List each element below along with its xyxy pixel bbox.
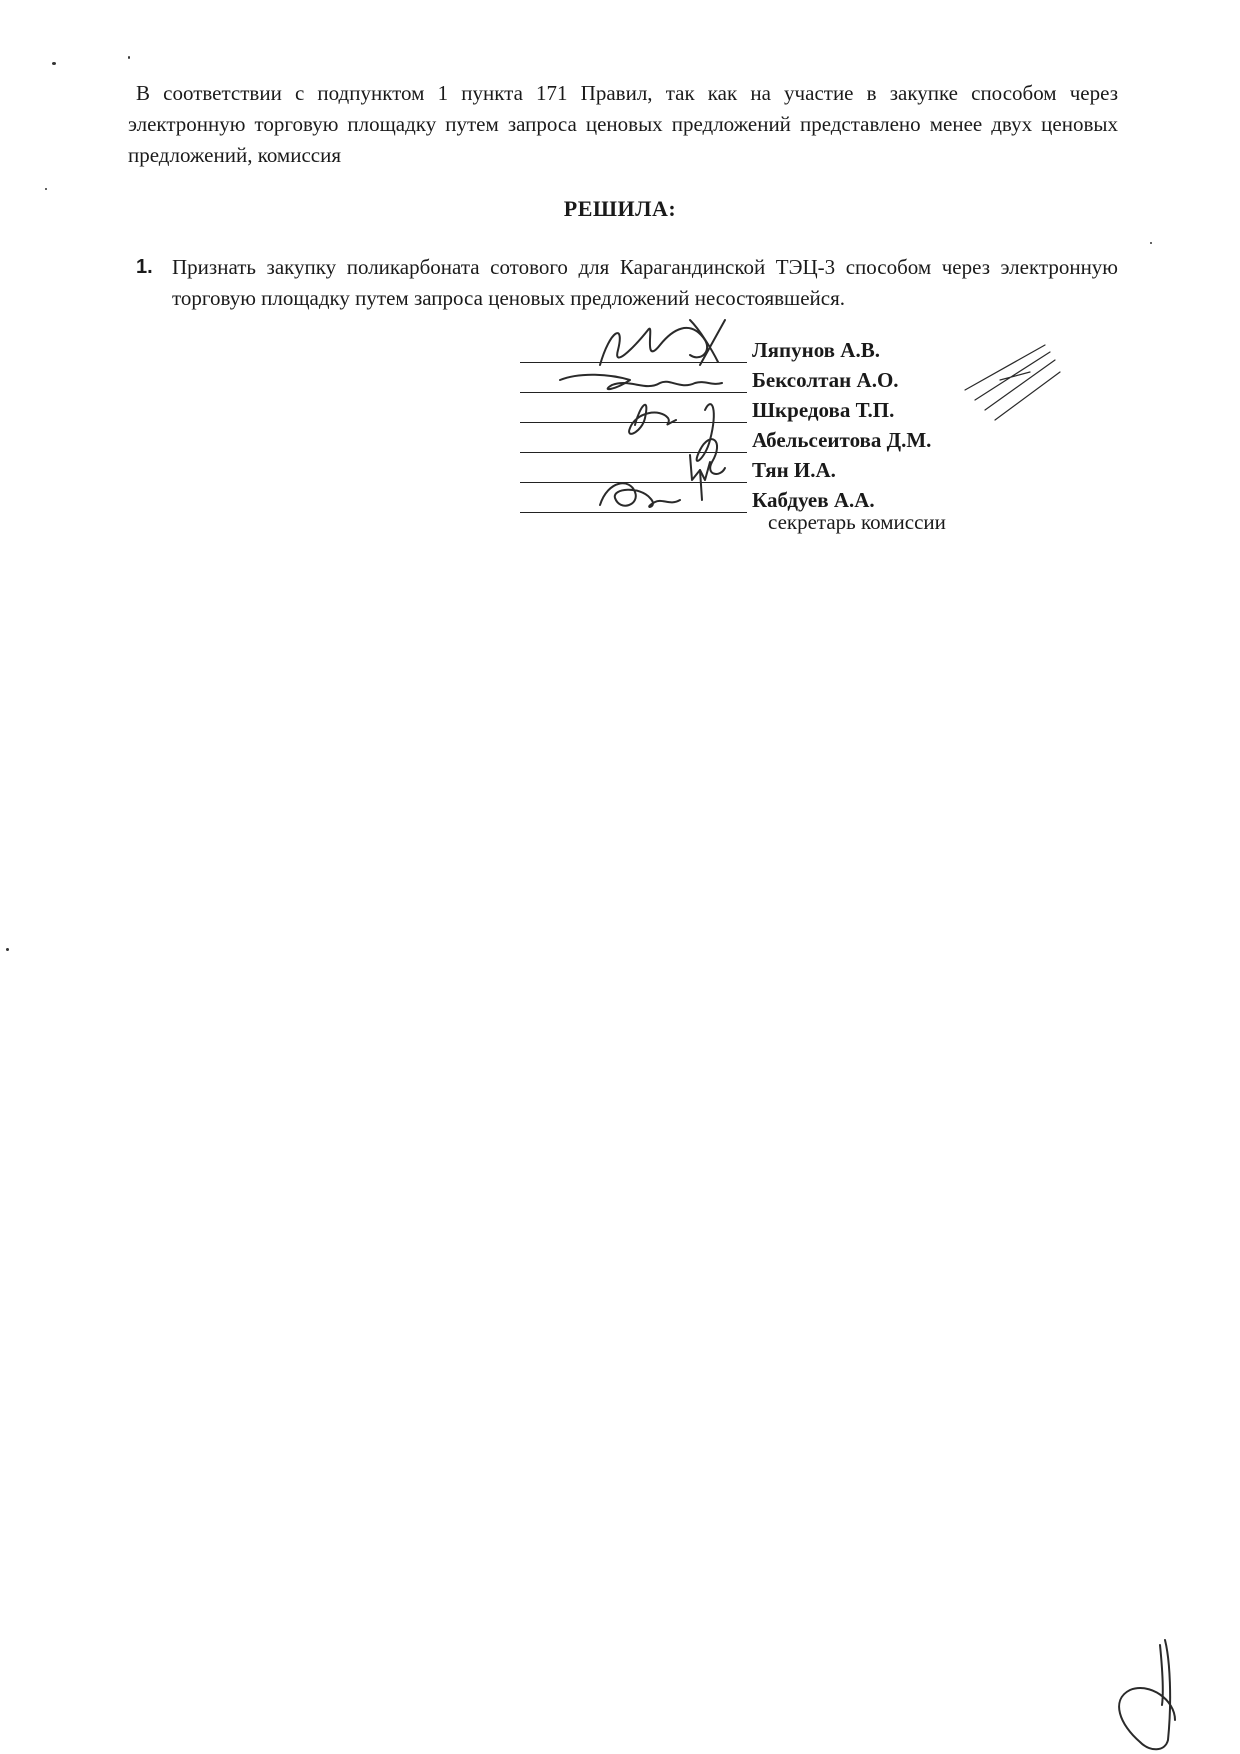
secretary-role: секретарь комиссии — [768, 510, 946, 534]
signature-line — [520, 452, 747, 453]
signatory-name: Бексолтан А.О. — [752, 368, 899, 392]
signatory-name: Ляпунов А.В. — [752, 338, 880, 362]
scan-speck — [1150, 242, 1152, 244]
scan-speck — [6, 948, 9, 951]
scan-speck — [52, 62, 56, 65]
decision-item — [136, 252, 1118, 314]
decision-number: 1. — [136, 256, 153, 278]
signature-block — [520, 338, 1080, 534]
signatory-name: Тян И.А. — [752, 458, 836, 482]
signature-row — [520, 338, 1080, 368]
signature-row — [520, 368, 1080, 398]
decision-heading: РЕШИЛА: — [563, 196, 677, 221]
signatory-name: Шкредова Т.П. — [752, 398, 895, 422]
signatory-name: Абельсеитова Д.М. — [752, 428, 932, 452]
signature-row — [520, 398, 1080, 428]
signatory-name: Кабдуев А.А. — [752, 488, 875, 512]
signature-line — [520, 422, 747, 423]
decision-text: Признать закупку поликарбоната сотового для Карагандинской ТЭЦ-3 способом через электронную торговую площадку путем запроса ценовых предложений несостоявшейся. — [172, 255, 1118, 310]
scan-speck — [128, 56, 130, 59]
signature-line — [520, 392, 747, 393]
intro-paragraph: В соответствии с подпунктом 1 пункта 171 Правил, так как на участие в закупке способом через электронную торговую площадку путем запроса ценовых предложений представлено менее двух ценовых предложений, комиссия — [128, 81, 1118, 167]
signature-line — [520, 512, 747, 513]
signature-line — [520, 362, 747, 363]
signature-row — [520, 458, 1080, 488]
signature-line — [520, 482, 747, 483]
signature-row — [520, 428, 1080, 458]
bottom-initial — [1119, 1640, 1175, 1749]
scan-speck — [45, 188, 47, 190]
